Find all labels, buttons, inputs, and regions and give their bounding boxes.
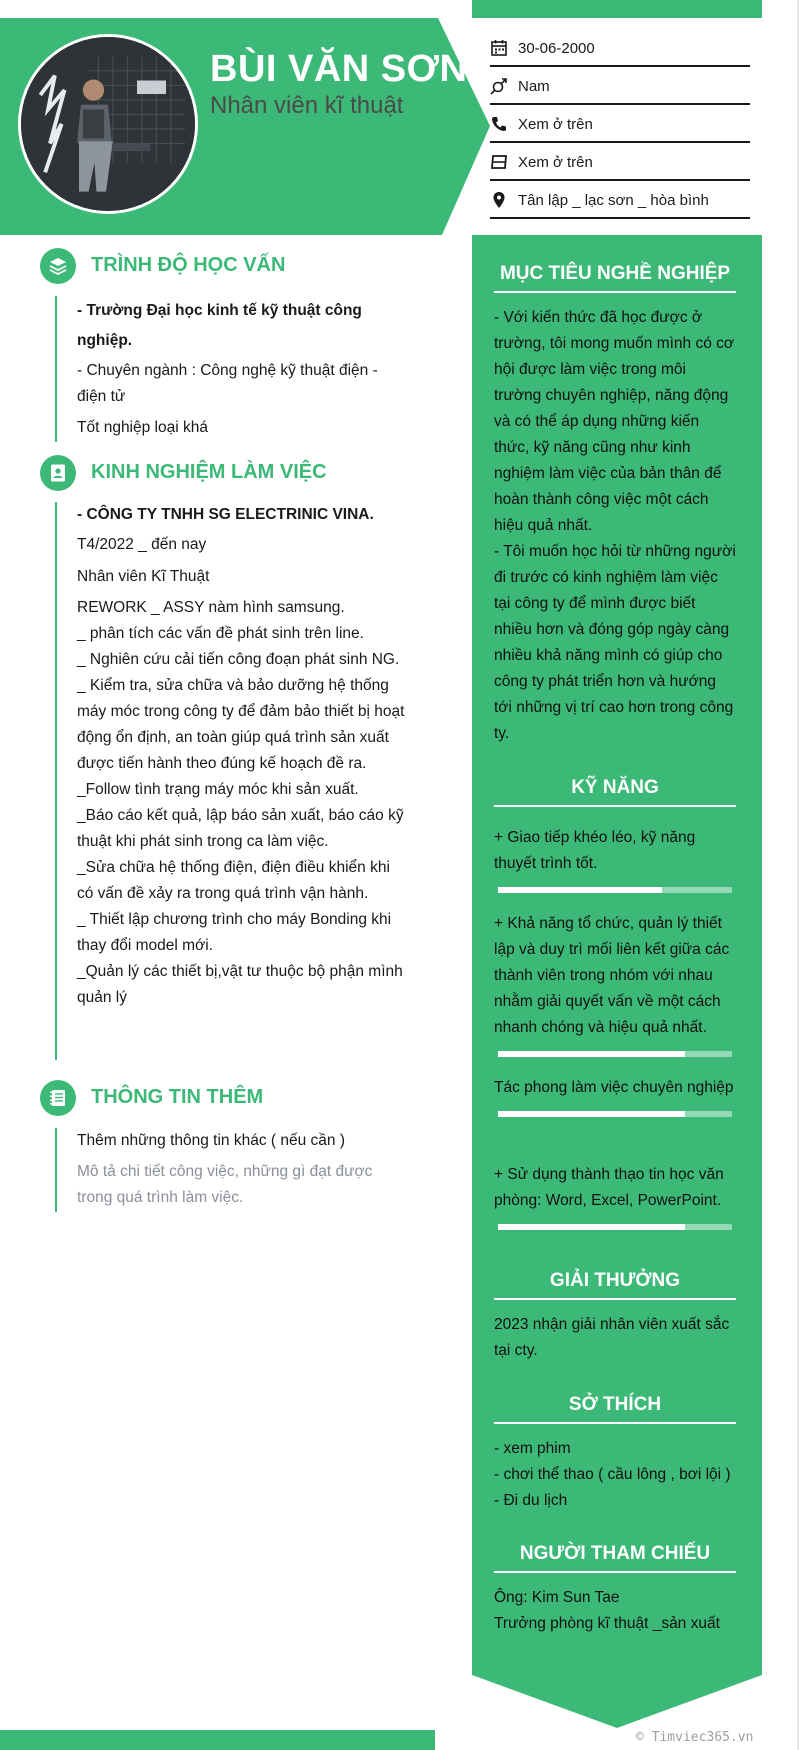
objective-paragraph-2: - Tôi muốn học hỏi từ những người đi trước có kinh nghiệm làm việc tại công ty để mình được biết nhiều hơn và đóng góp ngày càng nhiều khả năng mình có giúp cho công ty phát triển hơn và hướng tới những vị trí cao hơn trong công ty. [494, 543, 736, 742]
gender-icon [490, 77, 508, 95]
contact-birthdate-value: 30-06-2000 [518, 40, 595, 57]
additional-info-icon-badge [40, 1080, 76, 1116]
skill-level-fill [498, 1111, 685, 1117]
hobbies-title: SỞ THÍCH [494, 1394, 736, 1424]
layers-icon [48, 256, 68, 276]
hobbies-section [494, 1394, 736, 1514]
experience-timeline [55, 502, 57, 1060]
hobby-item: - xem phim [494, 1440, 571, 1457]
contact-phone [490, 105, 750, 143]
additional-info-body [77, 1128, 407, 1211]
id-card-icon [48, 463, 68, 483]
skill-item [494, 1075, 736, 1117]
top-accent-strip [472, 0, 762, 18]
experience-period: T4/2022 _ đến nay [77, 536, 207, 553]
skill-level-fill [498, 887, 662, 893]
additional-info-title: THÔNG TIN THÊM [91, 1086, 264, 1108]
education-timeline [55, 296, 57, 442]
candidate-name: BÙI VĂN SƠN [210, 48, 468, 90]
experience-title: KINH NGHIỆM LÀM VIỆC [91, 461, 327, 483]
duty-item: _ phân tích các vấn đề phát sinh trên line. [77, 625, 364, 642]
contact-address-value: Tân lập _ lạc sơn _ hòa bình [518, 192, 709, 209]
skill-level-fill [498, 1224, 685, 1230]
watermark: © Timviec365.vn [636, 1730, 754, 1745]
hobby-item: - Đi du lịch [494, 1492, 568, 1509]
contact-birthdate [490, 29, 750, 67]
avatar-photo [21, 37, 195, 211]
skill-level-bar [498, 1051, 732, 1057]
skills-section [494, 777, 736, 807]
phone-icon [490, 115, 508, 133]
skills-title: KỸ NĂNG [494, 777, 736, 807]
objective-paragraph-1: - Với kiến thức đã học được ở trường, tôi mong muốn mình có cơ hội được làm việc trong môi trường chuyên nghiệp, năng động và có thể áp dụng những kiến thức, kỹ năng cũng như kinh nghiệm làm việc của bản thân để hoàn thành công việc một cách hiệu quả nhất. [494, 309, 735, 534]
skill-level-fill [498, 1051, 685, 1057]
duty-item: REWORK _ ASSY nàm hình samsung. [77, 599, 345, 616]
experience-icon-badge [40, 455, 76, 491]
education-grade: Tốt nghiệp loại khá [77, 419, 208, 436]
skill-level-bar [498, 1224, 732, 1230]
skill-text: + Khả năng tổ chức, quản lý thiết lập và duy trì mối liên kết giữa các thành viên trong nhóm với nhau nhằm giải quyết vấn về một cách nhanh chóng và hiệu quả nhất. [494, 915, 730, 1036]
skill-item [494, 911, 736, 1057]
reference-position: Trưởng phòng kĩ thuật _sản xuất [494, 1615, 720, 1632]
contact-email-value: Xem ở trên [518, 154, 593, 171]
duty-item: _ Thiết lập chương trình cho máy Bonding khi thay đổi model mới. [77, 911, 392, 954]
duty-item: _Báo cáo kết quả, lập báo sản xuất, báo cáo kỹ thuật khi phát sinh trong ca làm việc. [77, 807, 404, 850]
contact-address [490, 181, 750, 219]
calendar-icon [490, 39, 508, 57]
experience-body [77, 502, 407, 1011]
contact-email [490, 143, 750, 181]
skill-text: Tác phong làm việc chuyên nghiệp [494, 1079, 734, 1096]
additional-info-timeline [55, 1128, 57, 1212]
awards-section [494, 1270, 736, 1364]
reference-name: Ông: Kim Sun Tae [494, 1589, 620, 1606]
references-section [494, 1543, 736, 1637]
hobby-item: - chơi thể thao ( cầu lông , bơi lội ) [494, 1466, 731, 1483]
duty-item: _Sửa chữa hệ thống điện, điện điều khiển khi có vấn đề xảy ra trong quá trình vận hành. [77, 859, 390, 902]
email-icon [490, 153, 508, 171]
contact-gender [490, 67, 750, 105]
skill-level-bar [498, 887, 732, 893]
duty-item: _ Nghiên cứu cải tiến công đoạn phát sinh NG. [77, 651, 400, 668]
bottom-accent-strip [0, 1730, 435, 1750]
skill-item [494, 1162, 736, 1230]
additional-info-placeholder: Mô tả chi tiết công việc, những gì đạt được trong quá trình làm việc. [77, 1163, 373, 1206]
education-icon-badge [40, 248, 76, 284]
education-body [77, 296, 407, 441]
references-title: NGƯỜI THAM CHIẾU [494, 1543, 736, 1573]
location-pin-icon [490, 191, 508, 209]
avatar [18, 34, 198, 214]
skill-text: + Giao tiếp khéo léo, kỹ năng thuyết trình tốt. [494, 829, 696, 872]
page-right-border [797, 0, 799, 1750]
objective-title: MỤC TIÊU NGHỀ NGHIỆP [494, 263, 736, 293]
objective-section [494, 263, 736, 747]
notes-icon [48, 1088, 68, 1108]
duty-item: _ Kiểm tra, sửa chữa và bảo dưỡng hệ thống máy móc trong công ty để đảm bảo thiết bị hoạt động ổn định, an toàn giúp quá trình sản xuất được tiến hành theo đúng kế hoạch đề ra. [77, 677, 405, 772]
education-school: - Trường Đại học kinh tế kỹ thuật công nghiệp. [77, 302, 362, 349]
contact-gender-value: Nam [518, 78, 550, 95]
experience-company: - CÔNG TY TNHH SG ELECTRINIC VINA. [77, 506, 374, 523]
experience-position: Nhân viên Kĩ Thuật [77, 568, 210, 585]
education-title: TRÌNH ĐỘ HỌC VẤN [91, 254, 286, 276]
skill-level-bar [498, 1111, 732, 1117]
skill-text: + Sử dụng thành thạo tin học văn phòng: Word, Excel, PowerPoint. [494, 1166, 724, 1209]
contact-phone-value: Xem ở trên [518, 116, 593, 133]
skill-item [494, 825, 736, 893]
awards-title: GIẢI THƯỞNG [494, 1270, 736, 1300]
duty-item: _Follow tình trạng máy móc khi sản xuất. [77, 781, 359, 798]
candidate-job-title: Nhân viên kĩ thuật [210, 92, 404, 119]
education-major: - Chuyên ngành : Công nghệ kỹ thuật điện - điện tử [77, 362, 378, 405]
additional-info-line: Thêm những thông tin khác ( nếu cần ) [77, 1132, 346, 1149]
duty-item: _Quản lý các thiết bị,vật tư thuộc bộ phận mình quản lý [77, 963, 403, 1006]
awards-text: 2023 nhận giải nhân viên xuất sắc tại cty. [494, 1316, 730, 1359]
experience-duties [77, 595, 407, 1011]
